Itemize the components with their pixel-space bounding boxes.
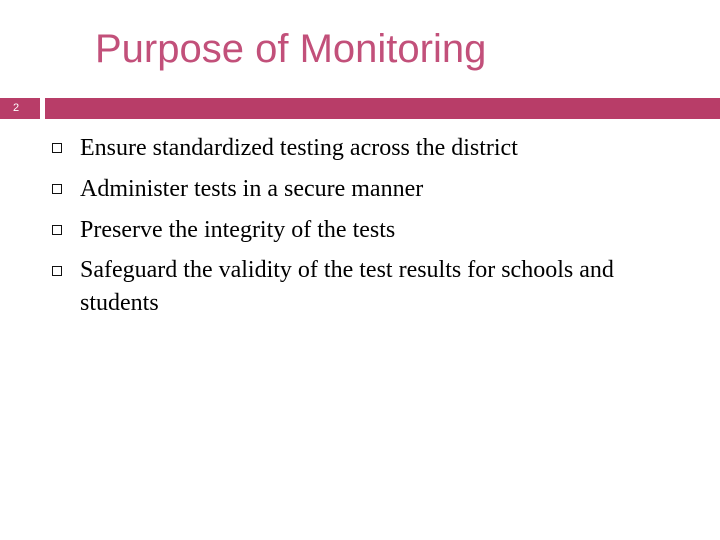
bullet-list (52, 131, 672, 327)
bullet-item (52, 131, 672, 165)
hollow-square-icon (52, 143, 62, 153)
bullet-item (52, 213, 672, 247)
bullet-text: Administer tests in a secure manner (80, 176, 424, 202)
bullet-text: Preserve the integrity of the tests (80, 217, 396, 243)
slide-title: Purpose of Monitoring (95, 27, 487, 71)
accent-bar (45, 98, 720, 119)
bullet-item (52, 172, 672, 206)
bullet-item (52, 254, 672, 320)
bullet-text: Safeguard the validity of the test results for schools and students (80, 257, 614, 316)
hollow-square-icon (52, 184, 62, 194)
hollow-square-icon (52, 225, 62, 235)
page-number: 2 (13, 102, 20, 114)
page-number-badge (0, 98, 40, 119)
bullet-text: Ensure standardized testing across the district (80, 135, 518, 161)
hollow-square-icon (52, 266, 62, 276)
